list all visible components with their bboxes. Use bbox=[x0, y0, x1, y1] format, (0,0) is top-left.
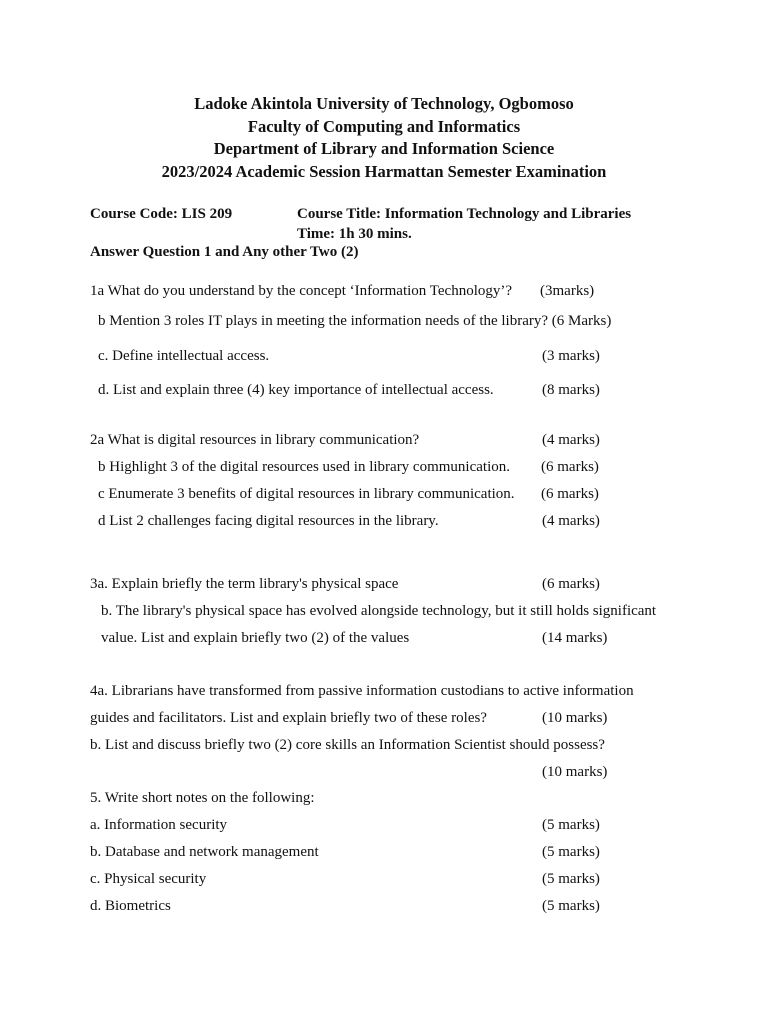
question-2d-marks: (4 marks) bbox=[542, 513, 600, 529]
question-5b-marks: (5 marks) bbox=[542, 844, 600, 860]
exam-instruction: Answer Question 1 and Any other Two (2) bbox=[90, 244, 359, 260]
question-2b-marks: (6 marks) bbox=[541, 459, 599, 475]
question-4b-marks: (10 marks) bbox=[542, 764, 608, 780]
question-2c-marks: (6 marks) bbox=[541, 486, 599, 502]
question-5d: d. Biometrics bbox=[90, 898, 171, 914]
question-3a: 3a. Explain briefly the term library's physical space bbox=[90, 576, 399, 592]
session-title: 2023/2024 Academic Session Harmattan Semester Examination bbox=[161, 161, 607, 181]
question-2d: d List 2 challenges facing digital resources in the library. bbox=[98, 513, 439, 529]
question-3b-marks: (14 marks) bbox=[542, 630, 608, 646]
faculty-name: Faculty of Computing and Informatics bbox=[247, 116, 521, 136]
question-2b: b Highlight 3 of the digital resources used in library communication. bbox=[98, 459, 510, 475]
question-2a: 2a What is digital resources in library communication? bbox=[90, 432, 420, 448]
question-5c: c. Physical security bbox=[90, 871, 207, 887]
question-5a-marks: (5 marks) bbox=[542, 817, 600, 833]
course-code: Course Code: LIS 209 bbox=[90, 206, 233, 222]
question-2c: c Enumerate 3 benefits of digital resources in library communication. bbox=[98, 486, 515, 502]
question-4b: b. List and discuss briefly two (2) core skills an Information Scientist should possess? bbox=[90, 737, 605, 753]
question-1c: c. Define intellectual access. bbox=[98, 348, 270, 364]
exam-time: Time: 1h 30 mins. bbox=[297, 226, 412, 242]
question-3a-marks: (6 marks) bbox=[542, 576, 600, 592]
question-5-intro: 5. Write short notes on the following: bbox=[90, 790, 315, 806]
question-5d-marks: (5 marks) bbox=[542, 898, 600, 914]
question-3b-line2: value. List and explain briefly two (2) of the values bbox=[101, 630, 410, 646]
question-5c-marks: (5 marks) bbox=[542, 871, 600, 887]
question-1a-marks: (3marks) bbox=[540, 283, 595, 299]
question-1c-marks: (3 marks) bbox=[542, 348, 600, 364]
question-2a-marks: (4 marks) bbox=[542, 432, 600, 448]
question-5a: a. Information security bbox=[90, 817, 228, 833]
department-name: Department of Library and Information Science bbox=[213, 139, 555, 158]
university-name: Ladoke Akintola University of Technology, Ogbomoso bbox=[194, 94, 574, 113]
question-1b: b Mention 3 roles IT plays in meeting the information needs of the library? (6 Marks) bbox=[98, 313, 612, 329]
question-1a: 1a What do you understand by the concept ‘Information Technology’? bbox=[90, 283, 513, 299]
question-3b-line1: b. The library's physical space has evolved alongside technology, but it still holds significant bbox=[101, 603, 657, 619]
question-1d-marks: (8 marks) bbox=[542, 382, 600, 398]
question-4a-marks: (10 marks) bbox=[542, 710, 608, 726]
course-title: Course Title: Information Technology and Libraries bbox=[297, 206, 632, 222]
question-4a-line1: 4a. Librarians have transformed from passive information custodians to active information bbox=[90, 683, 634, 699]
question-5b: b. Database and network management bbox=[90, 844, 319, 860]
question-1d: d. List and explain three (4) key importance of intellectual access. bbox=[98, 382, 494, 398]
question-4a-line2: guides and facilitators. List and explain briefly two of these roles? bbox=[90, 710, 487, 726]
exam-header bbox=[0, 93, 768, 183]
